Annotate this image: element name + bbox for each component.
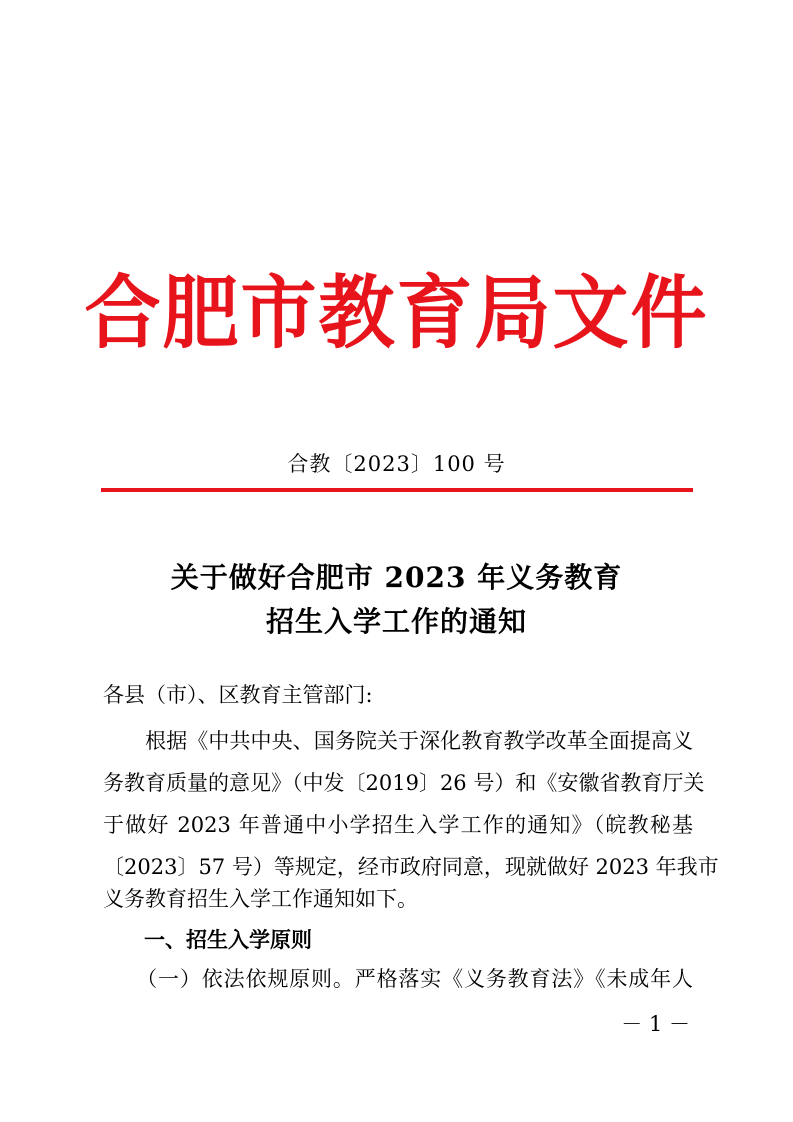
- paragraph-line: 根据《中共中央、国务院关于深化教育教学改革全面提高义: [103, 729, 693, 753]
- document-title-line-2: 招生入学工作的通知: [265, 605, 527, 638]
- paragraph-line: 于做好 2023 年普通中小学招生入学工作的通知》（皖教秘基: [103, 813, 693, 837]
- red-separator-rule: [101, 488, 693, 492]
- page-number: － 1 －: [621, 1012, 690, 1036]
- paragraph-line: 〔2023〕57 号）等规定，经市政府同意，现就做好 2023 年我市: [103, 855, 719, 879]
- paragraph-line: 义务教育招生入学工作通知如下。: [103, 887, 418, 911]
- section-first-line: （一）依法依规原则。严格落实《义务教育法》《未成年人: [103, 967, 693, 991]
- salutation: 各县（市）、区教育主管部门:: [103, 683, 373, 707]
- document-title-line-1: 关于做好合肥市 2023 年义务教育: [170, 561, 623, 594]
- paragraph-line: 务教育质量的意见》（中发〔2019〕26 号）和《安徽省教育厅关: [103, 771, 705, 795]
- section-heading: 一、招生入学原则: [144, 928, 312, 952]
- masthead-title: 合肥市教育局文件: [84, 265, 709, 360]
- document-number: 合教〔2023〕100 号: [287, 452, 506, 476]
